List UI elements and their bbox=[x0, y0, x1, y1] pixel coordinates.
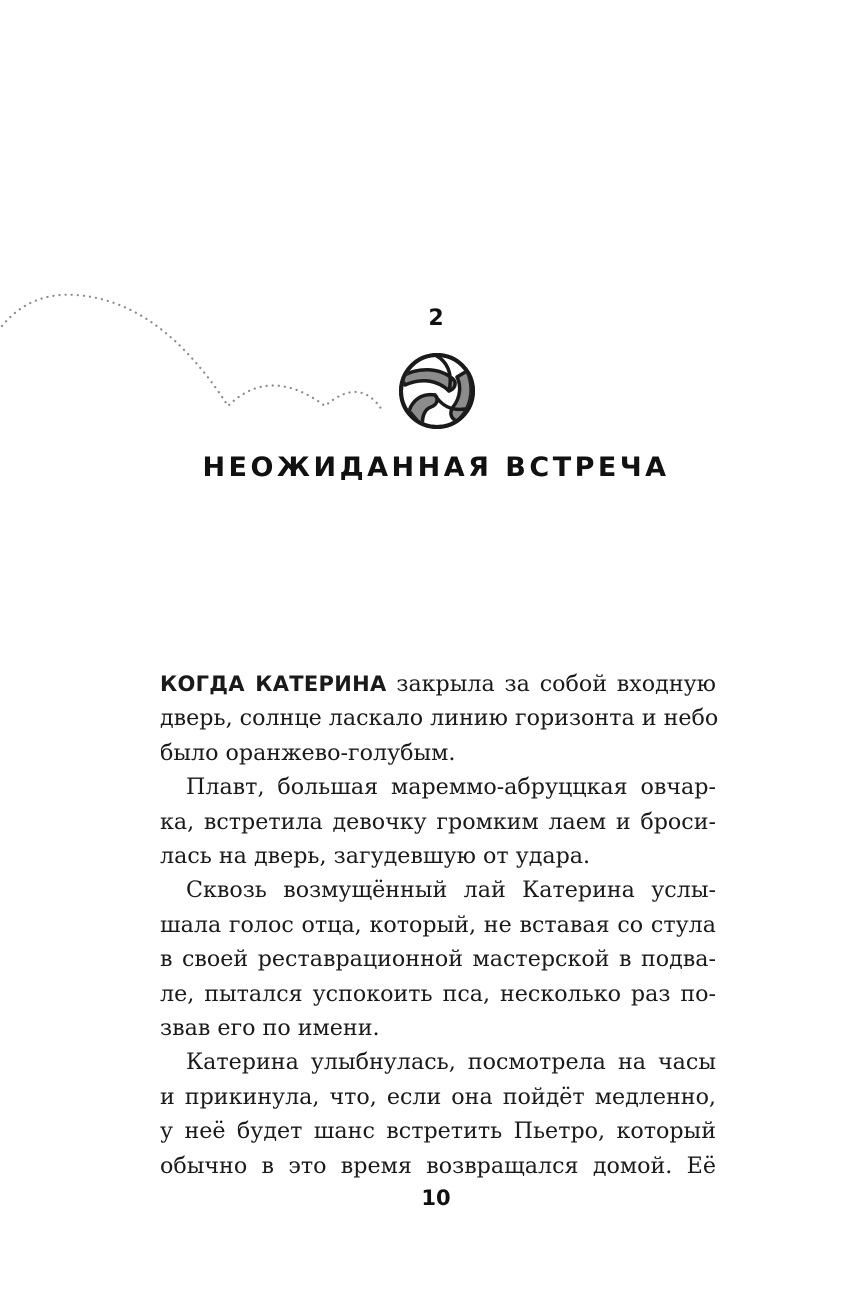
text-line: Плавт, большая мареммо-абруццкая овчар- bbox=[186, 774, 716, 801]
ball-trajectory-decoration bbox=[0, 280, 400, 420]
text-line: ка, встретила девочку громким лаем и броси- bbox=[160, 808, 716, 835]
text-line: звав его по имени. bbox=[160, 1015, 380, 1042]
text-line: КОГДА КАТЕРИНА закрыла за собой входную bbox=[160, 671, 716, 697]
text-line: дверь, солнце ласкало линию горизонта и небо bbox=[160, 705, 719, 732]
text-line: в своей реставрационной мастерской в подва- bbox=[160, 946, 716, 973]
page-number: 10 bbox=[421, 1186, 451, 1210]
text-line: у неё будет шанс встретить Пьетро, который bbox=[160, 1118, 716, 1145]
text-line: ле, пытался успокоить пса, несколько раз по- bbox=[160, 980, 716, 1007]
chapter-title: НЕОЖИДАННАЯ ВСТРЕЧА bbox=[202, 452, 670, 483]
body-text bbox=[160, 667, 719, 1183]
chapter-number: 2 bbox=[428, 306, 444, 331]
volleyball-icon bbox=[395, 349, 479, 433]
text-line: Катерина улыбнулась, посмотрела на часы bbox=[186, 1049, 716, 1076]
text-line: обычно в это время возвращался домой. Её bbox=[160, 1152, 716, 1179]
lead-in: КОГДА КАТЕРИНА bbox=[160, 672, 387, 696]
text-line: лась на дверь, загудевшую от удара. bbox=[160, 843, 591, 870]
text-line: было оранжево-голубым. bbox=[160, 739, 456, 766]
text-line: шала голос отца, который, не вставая со стула bbox=[160, 911, 716, 938]
text-line: и прикинула, что, если она пойдёт медленно, bbox=[160, 1083, 716, 1110]
text-line: Сквозь возмущённый лай Катерина услы- bbox=[186, 877, 716, 904]
